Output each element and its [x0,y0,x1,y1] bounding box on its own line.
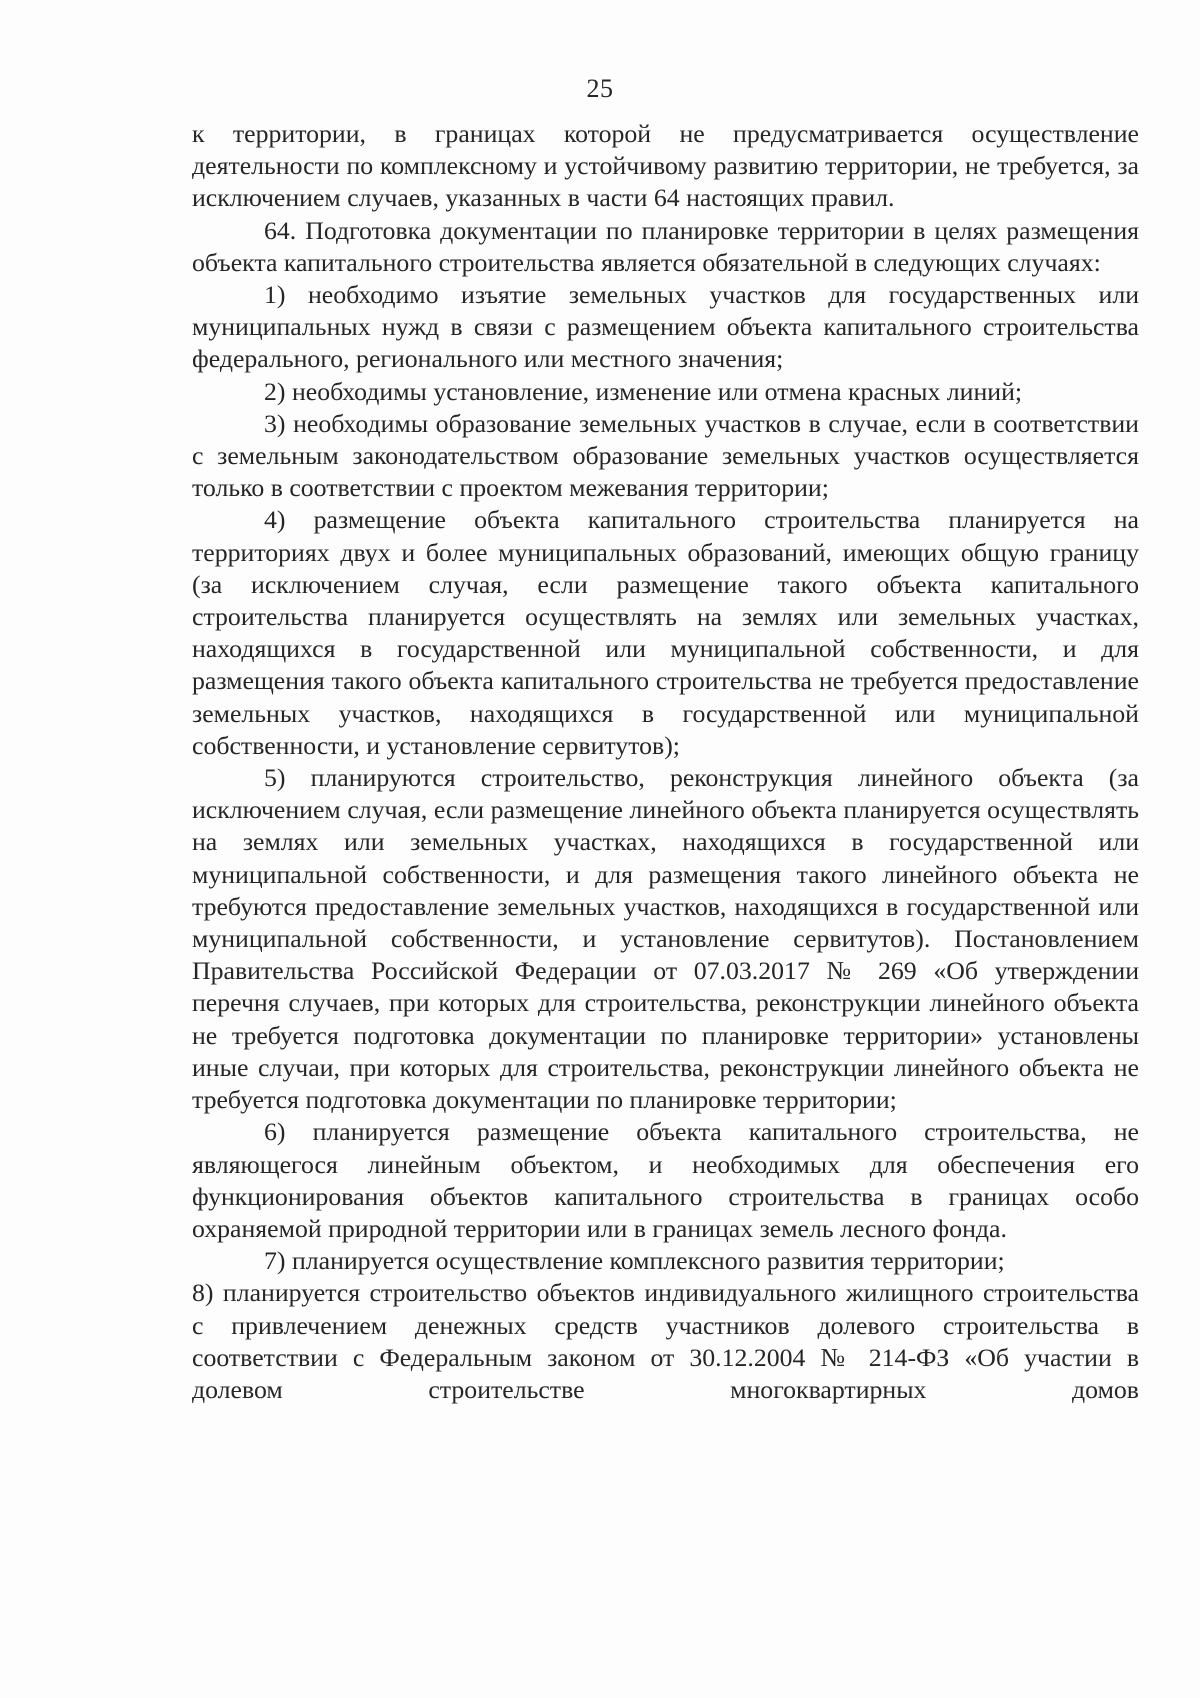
paragraph-continuation: к территории, в границах которой не предусматривается осуществление деятельности по комплексному и устойчивому развитию территории, не требуется, за исключением случаев, указанных в части 64 настоящих правил. [192,119,1139,213]
list-item-6: 6) планируется размещение объекта капитального строительства, не являющегося линейным объектом, и необходимых для обеспечения его функционирования объектов капитального строительства в границах особо охраняемой природной территории или в границах земель лесного фонда. [192,1117,1139,1243]
list-item-5: 5) планируются строительство, реконструкция линейного объекта (за исключением случая, если размещение линейного объекта планируется осуществлять на землях или земельных участках, находящихся в государственной или муниципальной собственности, и для размещения такого линейного объекта не требуются предоставление земельных участков, находящихся в государственной или муниципальной собственности, и установление сервитутов). Постановлением Правительства Российской Федерации от 07.03.2017 № 269 «Об утверждении перечня случаев, при которых для строительства, реконструкции линейного объекта не требуется подготовка документации по планировке территории» установлены иные случаи, при которых для строительства, реконструкции линейного объекта не требуется подготовка документации по планировке территории; [192,763,1139,1115]
list-item-3: 3) необходимы образование земельных участков в случае, если в соответствии с земельным законодательством образование земельных участков осуществляется только в соответствии с проектом межевания территории; [192,408,1139,503]
list-item-1: 1) необходимо изъятие земельных участков для государственных или муниципальных нужд в связи с размещением объекта капитального строительства федерального, регионального или местного значения; [192,280,1139,374]
document-body [192,118,1139,1406]
list-item-8: 8) планируется строительство объектов индивидуального жилищного строительства с привлечением денежных средств участников долевого строительства в соответствии с Федеральным законом от 30.12.2004 № 214-ФЗ «Об участии в долевом строительстве многоквартирных домов [192,1278,1139,1404]
list-item-2: 2) необходимы установление, изменение или отмена красных линий; [264,376,1023,406]
list-item-4: 4) размещение объекта капитального строительства планируется на территориях двух и более муниципальных образований, имеющих общую границу (за исключением случая, если размещение такого объекта капитального строительства планируется осуществлять на землях или земельных участках, находящихся в государственной или муниципальной собственности, и для размещения такого объекта капитального строительства не требуется предоставление земельных участков, находящихся в государственной или муниципальной собственности, и установление сервитутов); [192,505,1139,760]
paragraph-64: 64. Подготовка документации по планировке территории в целях размещения объекта капитального строительства является обязательной в следующих случаях: [192,215,1139,277]
list-item-7: 7) планируется осуществление комплексного развития территории; [264,1246,1005,1276]
page-number: 25 [586,74,614,103]
